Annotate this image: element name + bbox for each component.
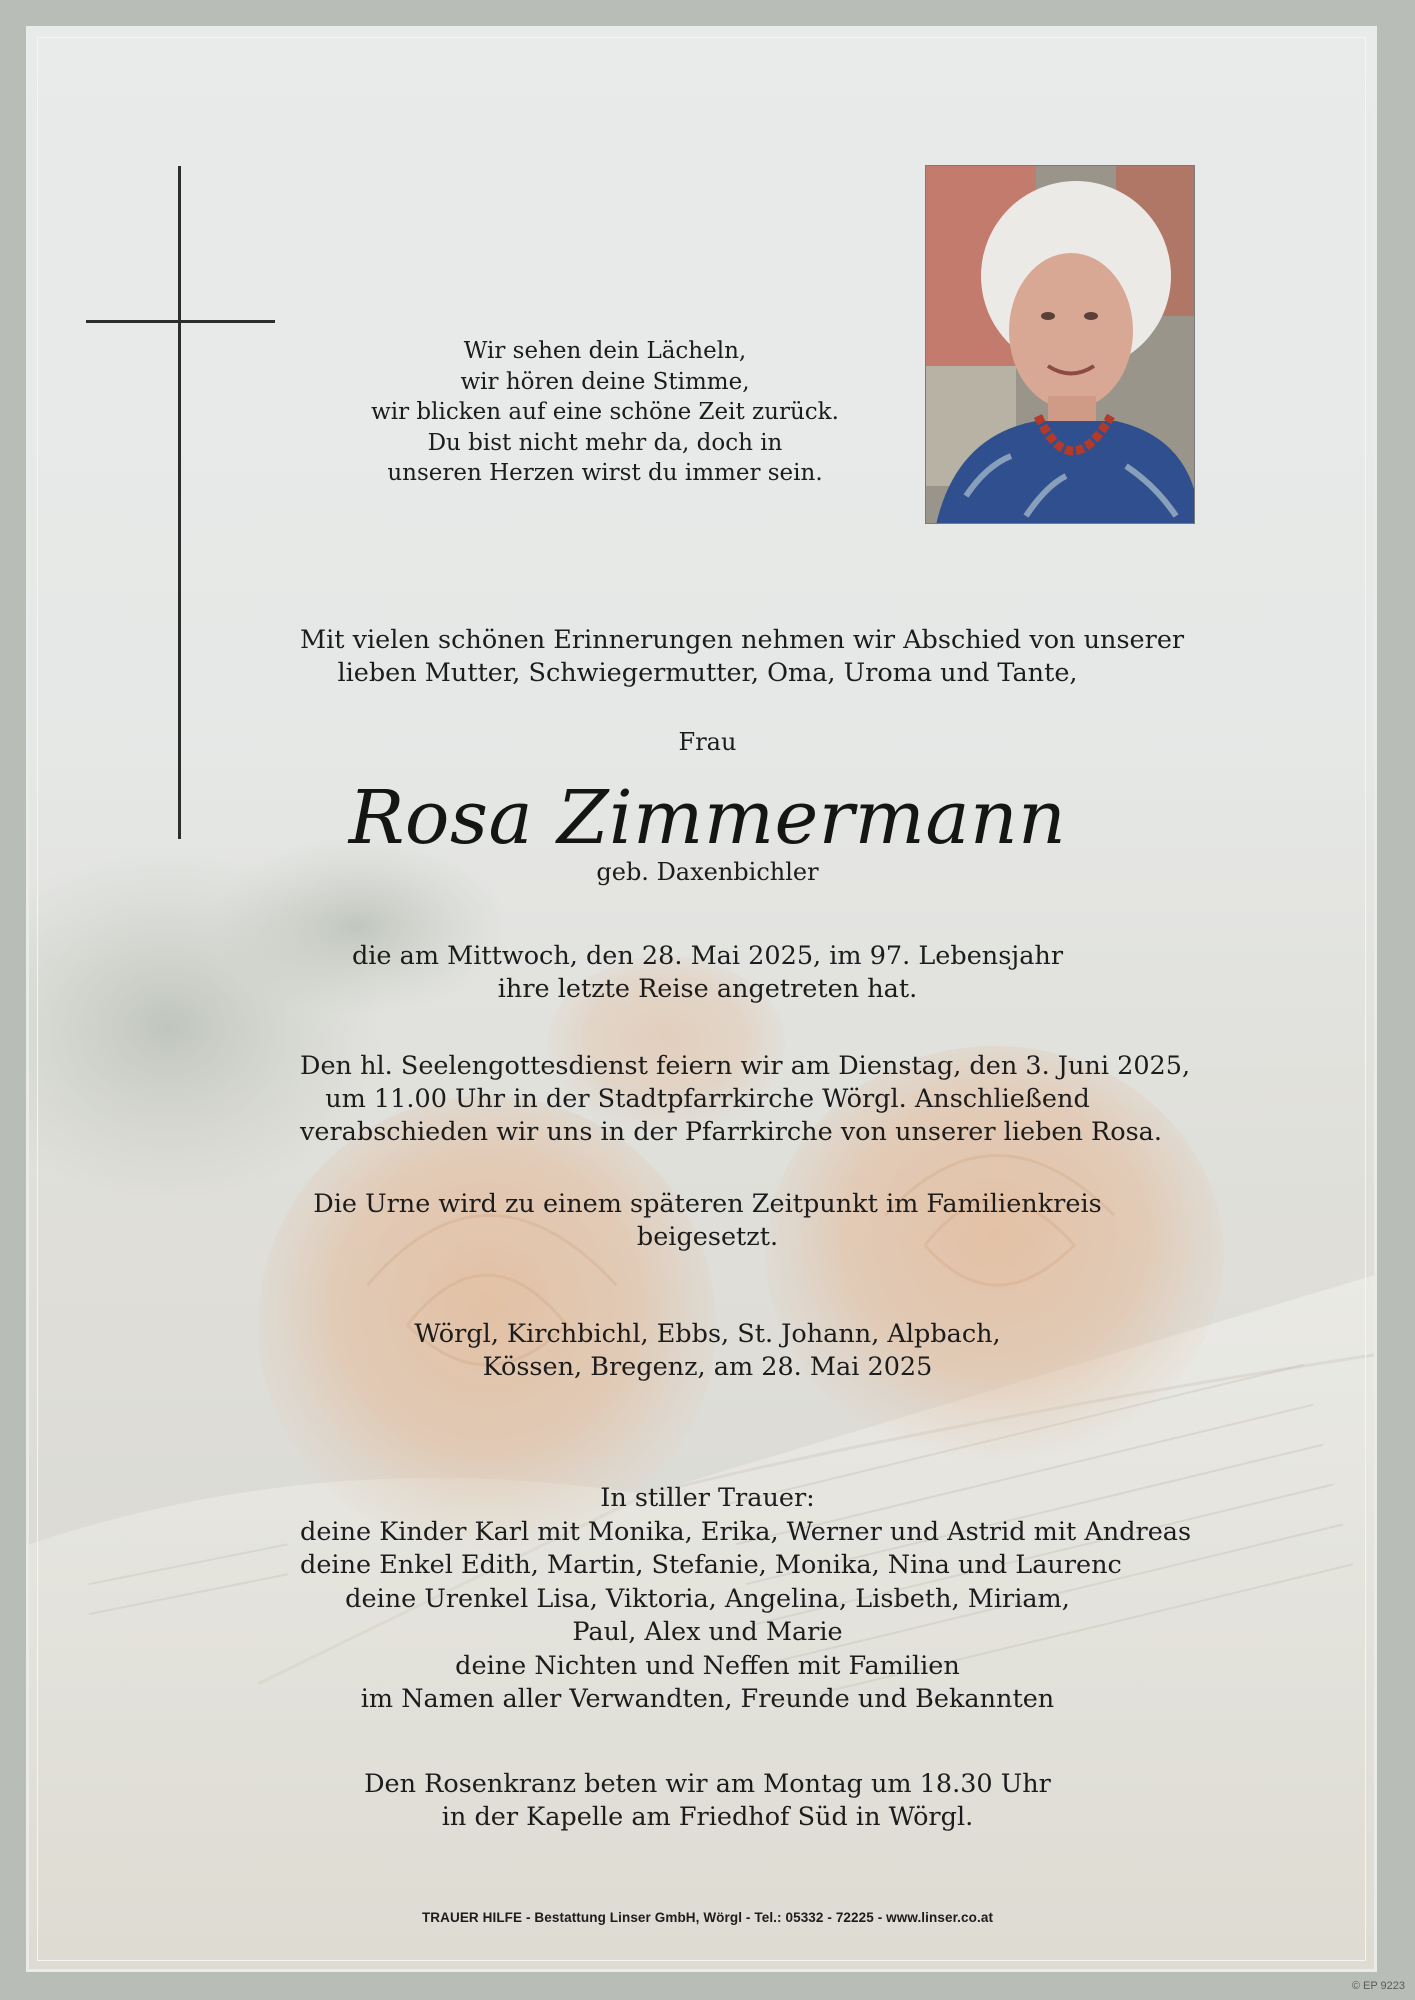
poem: [295, 336, 915, 489]
rosary-info: [300, 1768, 1115, 1834]
poem-line: wir hören deine Stimme,: [460, 368, 750, 395]
mourners-line: im Namen aller Verwandten, Freunde und Bekannten: [360, 1684, 1055, 1714]
mourners-list: [300, 1482, 1192, 1717]
urn-info-line: beigesetzt.: [636, 1222, 779, 1252]
funeral-home-footer: TRAUER HILFE - Bestattung Linser GmbH, Wörgl - Tel.: 05332 - 72225 - www.linser.co.at: [421, 1910, 994, 1925]
intro-line: lieben Mutter, Schwiegermutter, Oma, Uroma und Tante,: [337, 658, 1078, 688]
urn-info: [300, 1188, 1115, 1254]
document-code: © EP 9223: [1351, 1980, 1405, 1992]
salutation: Frau: [678, 728, 737, 756]
intro-text: [300, 624, 1185, 690]
mass-info-line: verabschieden wir uns in der Pfarrkirche von unserer lieben Rosa.: [300, 1117, 1162, 1147]
poem-line: wir blicken auf eine schöne Zeit zurück.: [371, 399, 839, 425]
mourners-line: deine Kinder Karl mit Monika, Erika, Werner und Astrid mit Andreas: [300, 1516, 1192, 1547]
cross-horizontal-bar: [86, 320, 275, 323]
place-date-line: Kössen, Bregenz, am 28. Mai 2025: [482, 1352, 933, 1382]
maiden-name: geb. Daxenbichler: [596, 858, 819, 886]
poem-line: unseren Herzen wirst du immer sein.: [387, 460, 823, 486]
cross-vertical-bar: [178, 166, 181, 839]
intro-line: Mit vielen schönen Erinnerungen nehmen wir Abschied von unserer: [300, 625, 1185, 655]
poem-line: Wir sehen dein Lächeln,: [463, 338, 747, 364]
mass-info: [300, 1050, 1191, 1149]
poem-line: Du bist nicht mehr da, doch in: [427, 429, 783, 456]
mourners-line: Paul, Alex und Marie: [572, 1617, 843, 1647]
mourners-line: deine Urenkel Lisa, Viktoria, Angelina, Lisbeth, Miriam,: [345, 1583, 1070, 1614]
mourners-heading: In stiller Trauer:: [600, 1483, 815, 1513]
death-notice-line: die am Mittwoch, den 28. Mai 2025, im 97. Lebensjahr: [351, 941, 1064, 971]
mourners-line: deine Enkel Edith, Martin, Stefanie, Monika, Nina und Laurenc: [300, 1550, 1122, 1580]
death-notice-line: ihre letzte Reise angetreten hat.: [497, 974, 918, 1004]
place-date: [300, 1318, 1115, 1384]
portrait-photo: [925, 165, 1195, 524]
death-notice: [300, 940, 1115, 1006]
mass-info-line: um 11.00 Uhr in der Stadtpfarrkirche Wörgl. Anschließend: [325, 1084, 1090, 1114]
rosary-line: in der Kapelle am Friedhof Süd in Wörgl.: [441, 1802, 974, 1832]
urn-info-line: Die Urne wird zu einem späteren Zeitpunkt im Familienkreis: [313, 1189, 1102, 1219]
mass-info-line: Den hl. Seelengottesdienst feiern wir am Dienstag, den 3. Juni 2025,: [300, 1051, 1191, 1081]
rosary-line: Den Rosenkranz beten wir am Montag um 18.30 Uhr: [364, 1769, 1051, 1799]
portrait-illustration: [926, 166, 1195, 524]
deceased-name: Rosa Zimmermann: [348, 775, 1067, 861]
mourners-line: deine Nichten und Neffen mit Familien: [455, 1650, 960, 1681]
place-date-line: Wörgl, Kirchbichl, Ebbs, St. Johann, Alpbach,: [414, 1319, 1001, 1349]
